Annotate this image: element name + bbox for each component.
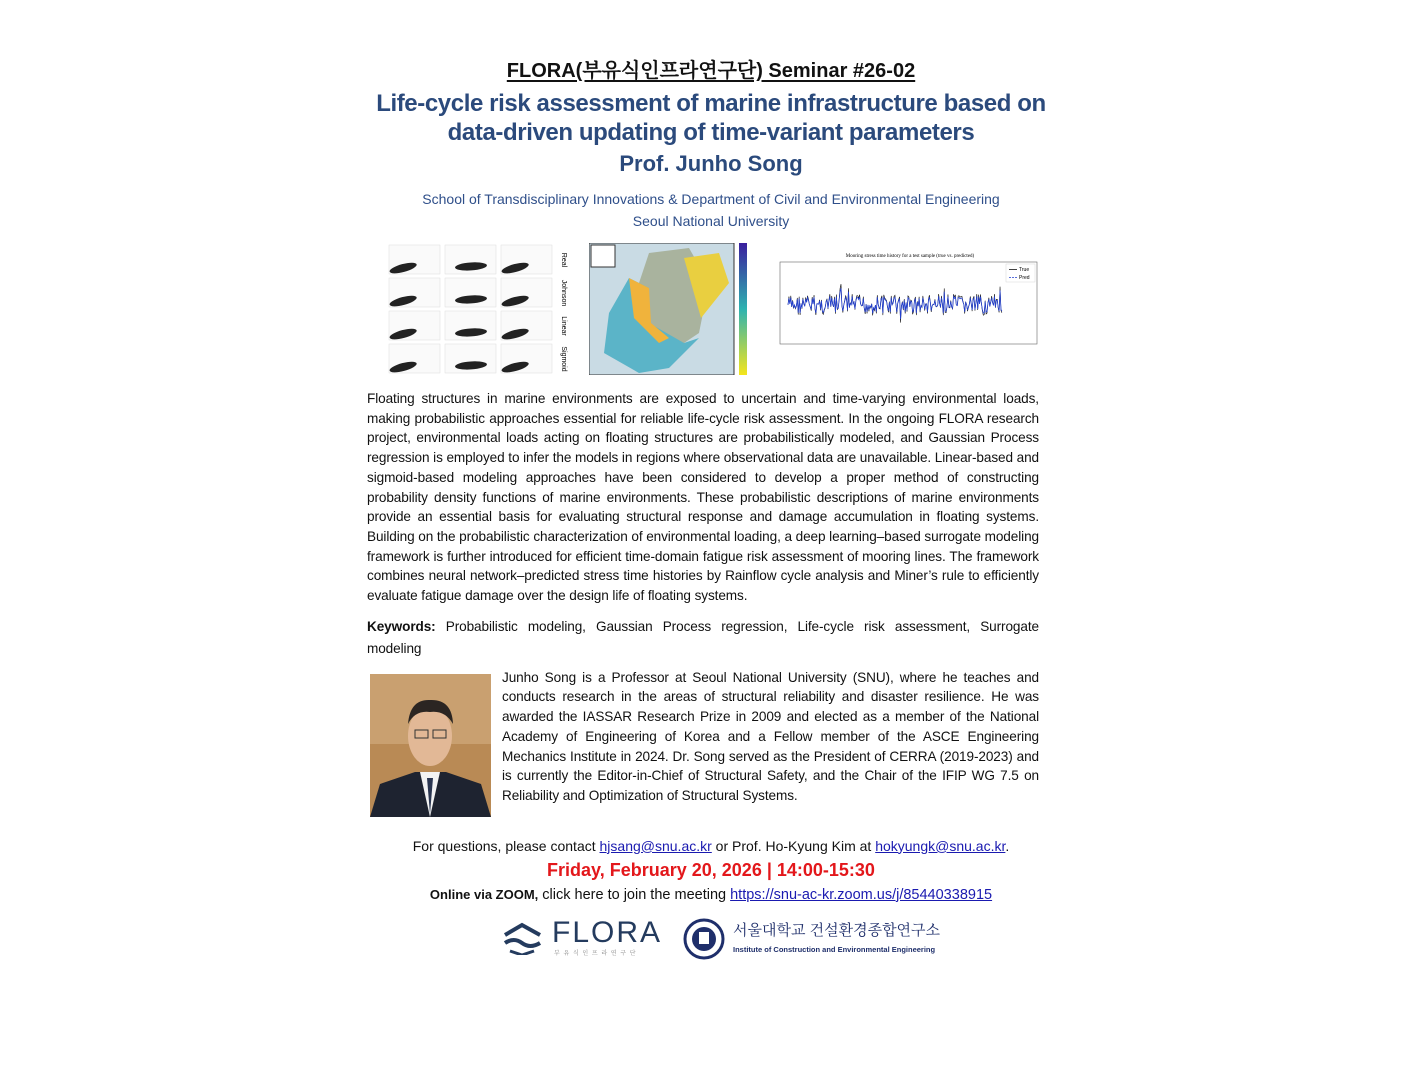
bio-section bbox=[370, 668, 1039, 817]
keywords-label: Keywords: bbox=[367, 618, 436, 634]
flora-wave-icon bbox=[502, 921, 546, 955]
seminar-date: Friday, February 20, 2026 | 14:00-15:30 bbox=[547, 859, 875, 880]
zoom-meeting-link[interactable]: https://snu-ac-kr.zoom.us/j/85440338915 bbox=[730, 886, 993, 903]
email-link-hjsang[interactable]: hjsang@snu.ac.kr bbox=[599, 837, 712, 854]
affiliation-department: School of Transdisciplinary Innovations & Department of Civil and Environmental Engineering bbox=[422, 191, 1000, 207]
abstract-text: Floating structures in marine environments are exposed to uncertain and time-varying environmental loads, making probabilistic approaches essential for reliable life-cycle risk assessment. In the ongoing FLORA research project, environmental loads acting on floating structures are probabilistically modeled, and Gaussian Process regression is employed to infer the models in regions where observational data are unavailable. Linear-based and sigmoid-based modeling approaches have been considered to develop a proper method of constructing probability density functions of marine environments. These probabilistic descriptions of marine environments provide an essential basis for evaluating structural response and damage accumulation in floating systems. Building on the probabilistic characterization of environmental loading, a deep learning–based surrogate modeling framework is further introduced for efficient time-domain fatigue risk assessment of mooring lines. The framework combines neural network–predicted stress time histories by Rainflow cycle analysis and Miner’s rule to efficiently evaluate fatigue damage over the design life of floating systems. bbox=[367, 391, 1039, 604]
contact-line: For questions, please contact hjsang@snu.ac.kr or Prof. Ho-Kyung Kim at hokyungk@snu.ac.kr. bbox=[412, 837, 1010, 854]
talk-title-line1: Life-cycle risk assessment of marine infrastructure based on bbox=[376, 90, 1046, 117]
figure-scatter-grid bbox=[387, 243, 572, 377]
row-label: Sigmoid bbox=[560, 346, 567, 372]
seminar-heading: FLORA(부유식인프라연구단) Seminar #26-02 bbox=[506, 60, 916, 82]
logos-row bbox=[0, 915, 1422, 964]
speaker-bio: Junho Song is a Professor at Seoul National University (SNU), where he teaches and conducts research in the areas of structural reliability and disaster resilience. He was awarded the IASSAR Research Prize in 2009 and elected as a member of the National Academy of Engineering of Korea and a Fellow member of the ASCE Engineering Mechanics Institute in 2024. Dr. Song served as the President of CERRA (2019-2023) and is currently the Editor-in-Chief of Structural Safety, and the Chair of the IFIP WG 7.5 on Reliability and Optimization of Structural Systems. bbox=[502, 669, 1039, 803]
keywords bbox=[367, 616, 1039, 660]
speaker-name: Prof. Junho Song bbox=[619, 151, 803, 176]
flora-logo: FLORA 부 유 식 인 프 라 연 구 단 bbox=[502, 918, 662, 962]
figure-time-history bbox=[760, 243, 1040, 361]
online-label: Online via ZOOM, bbox=[429, 886, 539, 902]
row-label: Linear bbox=[560, 316, 567, 336]
figure-map bbox=[589, 243, 753, 375]
legend-true: True bbox=[1019, 267, 1030, 273]
affiliation-university: Seoul National University bbox=[632, 213, 790, 229]
snu-emblem-icon bbox=[683, 918, 725, 960]
email-link-hokyungk[interactable]: hokyungk@snu.ac.kr bbox=[875, 837, 1006, 854]
keywords-text: Probabilistic modeling, Gaussian Process regression, Life-cycle risk assessment, Surrogate modeling bbox=[367, 618, 1039, 656]
snu-institute-logo: 서울대학교 건설환경종합연구소 Institute of Construction and Environmental Engineering bbox=[683, 918, 953, 962]
talk-title-line2: data-driven updating of time-variant parameters bbox=[447, 119, 975, 146]
zoom-line: Online via ZOOM, click here to join the meeting https://snu-ac-kr.zoom.us/j/85440338915 bbox=[429, 886, 993, 903]
row-label: Real bbox=[560, 252, 567, 268]
chart-title: Mooring stress time history for a test sample (true vs. predicted) bbox=[845, 254, 975, 259]
speaker-photo bbox=[370, 674, 491, 817]
legend-pred: Pred bbox=[1019, 275, 1030, 281]
row-label: Johnson bbox=[560, 279, 567, 307]
